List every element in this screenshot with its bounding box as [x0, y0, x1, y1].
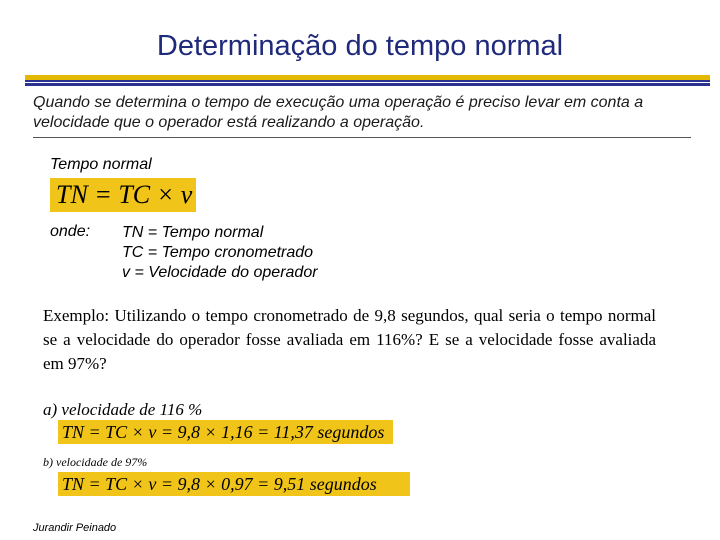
definition-item: TN = Tempo normal [122, 224, 264, 241]
item-b-label: b) velocidade de 97% [43, 455, 148, 469]
definition-item: v = Velocidade do operador [122, 264, 318, 281]
blue-divider-bottom [25, 83, 710, 86]
example-text: Exemplo: Utilizando o tempo cronometrado de 9,8 segundos, qual seria o tempo normal se a velocidade do operador fosse avaliada em 116%? E se a velocidade fosse avaliada em 97%? [43, 306, 656, 373]
onde-label: onde: [50, 223, 91, 240]
definitions-list [122, 223, 318, 283]
item-b-calculation: TN = TC × v = 9,8 × 0,97 = 9,51 segundos [58, 472, 410, 496]
item-a-calculation: TN = TC × v = 9,8 × 1,16 = 11,37 segundos [58, 420, 393, 444]
page-title: Determinação do tempo normal [156, 30, 564, 62]
intro-text: Quando se determina o tempo de execução uma operação é preciso levar em conta a velocidade que o operador está realizando a operação. [33, 94, 644, 131]
author-name: Jurandir Peinado [33, 522, 117, 534]
intro-underline [33, 137, 691, 138]
formula-label: Tempo normal [50, 156, 152, 173]
item-a-label: a) velocidade de 116 % [43, 400, 203, 419]
definition-item: TC = Tempo cronometrado [122, 244, 314, 261]
formula-box: TN = TC × v [50, 178, 196, 212]
